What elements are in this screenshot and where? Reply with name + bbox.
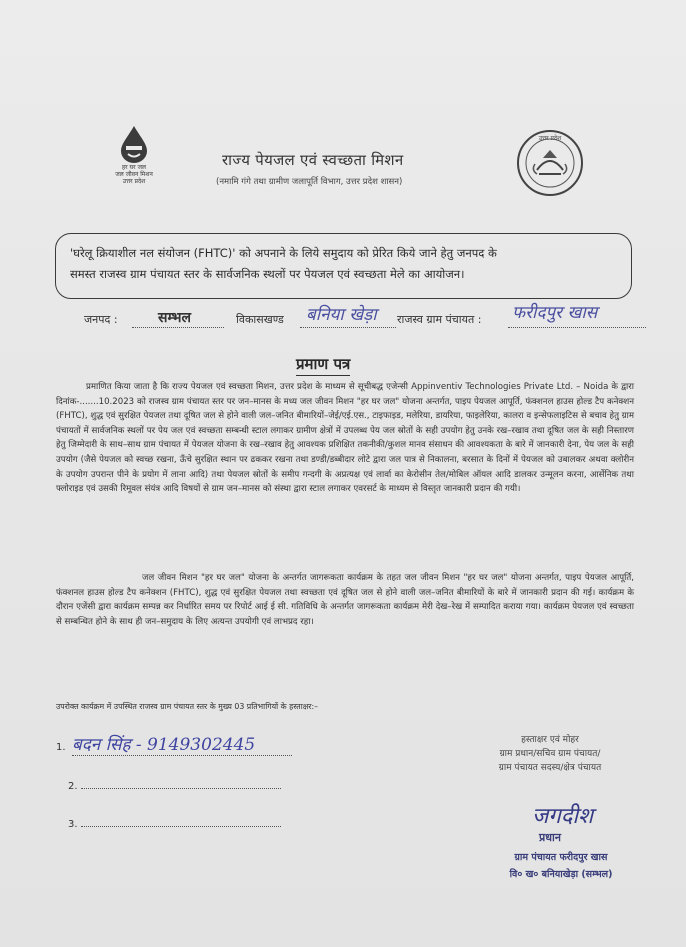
panchayat-underline [508, 327, 646, 328]
participant-1-line [72, 755, 292, 756]
banner-line-2: समस्त राजस्व ग्राम पंचायत स्तर के सार्वजनिक स्थलों पर पेयजल एवं स्वच्छता मेले का आयोजन। [70, 267, 465, 281]
participant-2-row [56, 781, 281, 792]
stamp-line-2: ग्राम पंचायत फरीदपुर खास [514, 852, 608, 863]
block-label: विकासखण्ड [236, 313, 284, 326]
authority-label-2: ग्राम प्रधान/सचिव ग्राम पंचायत/ [499, 749, 601, 759]
har-ghar-jal-logo [104, 124, 164, 204]
participant-1-signature: बदन सिंह - 9149302445 [72, 735, 256, 755]
district-value: सम्भल [158, 310, 191, 326]
authority-label-1: हस्ताक्षर एवं मोहर [521, 735, 579, 745]
block-underline [300, 327, 396, 328]
participant-2-number: 2. [68, 781, 78, 792]
participant-1-number: 1. [56, 742, 66, 753]
panchayat-label: राजस्व ग्राम पंचायत : [397, 313, 482, 326]
logo-text-2: जल जीवन मिशन [115, 171, 153, 178]
water-drop-icon [117, 124, 151, 164]
banner-line-1: 'घरेलू क्रियाशील नल संयोजन (FHTC)' को अपनाने के लिये समुदाय को प्रेरित किये जाने हेतु जनपद के [70, 246, 497, 260]
logo-text-3: उत्तर प्रदेश [122, 178, 146, 185]
stamp-line-3: वि० ख० बनियाखेड़ा (सम्भल) [509, 869, 613, 880]
certificate-paragraph-1: प्रमाणित किया जाता है कि राज्य पेयजल एवं स्वच्छता मिशन, उत्तर प्रदेश के माध्यम से सूचीबद्ध एजेन्सी Appinventiv Technologies Private Ltd. – Noida के द्वारा दिनांक-.......10.2023 को राजस्व ग्राम पंचायत स्तर पर जन–मानस के मध्य जल जीवन मिशन "हर घर जल" योजना अन्तर्गत, पाइप पेयजल आपूर्ति, फंक्शनल हाउस होल्ड टैप कनेक्शन (FHTC), शुद्ध एवं सुरक्षित पेयजल तथा दूषित जल से होने वाली जल–जनित बीमारियों–जेई/एई.एस., टाइफाइड, मलेरिया, डायरिया, फाइलेरिया, कालरा व इन्सेफलाइटिस से बचाव हेतु ग्राम पंचायतों में सार्वजनिक स्थलों पर पेय जल एवं स्वच्छता सम्बन्धी स्टाल लगाकर ग्रामीण क्षेत्रों में उपलब्ध पेय जल स्रोतों के सही उपयोग हेतु उनके रख–रखाव तथा दूषित जल के सही निस्तारण हेतु जिम्मेदारी के साथ–साथ ग्राम पंचायत में पेयजल योजना के रख–रखाव हेतु आवश्यक प्रशिक्षित तकनीकी/कुशल मानव संसाधन की आवश्यकता के बारे में जानकारी देना, पेय जल के सही उपयोग (जैसे पेयजल को स्वच्छ रखना, ऊँचे सुरक्षित स्थान पर ढककर रखना तथा डण्डी/डब्बीदार लोटे द्वारा जल पात्र से निकालना, बरसात के दिनों में पेयजल को उबालकर अथवा क्लोरीन के उपयोग उपरान्त पीने के प्रयोग में लाना आदि) तथा पेयजल स्रोतों के समीप गन्दगी के अप्रत्यक्ष एवं लार्वा का केरोसीन तेल/मोबिल ऑयल आदि डालकर उन्मूलन करना, आर्सेनिक तथा फ्लोराइड एवं उसकी रिमूवल संयंत्र आदि विषयों से ग्राम जन–मानस को संस्था द्वारा स्टाल लगाकर एवरसर्ट के माध्यम से विस्तृत जानकारी प्रदान की गयी। [56, 382, 634, 495]
block-value: बनिया खेड़ा [306, 305, 377, 325]
up-government-seal [515, 128, 585, 198]
participant-1-row [56, 742, 66, 753]
participant-3-line [81, 826, 281, 827]
participants-intro: उपरोक्त कार्यक्रम में उपस्थित राजस्व ग्राम पंचायत स्तर के मुख्य 03 प्रतिभागियों के हस्ताक्षर:– [56, 702, 319, 711]
pradhan-signature: जगदीश [532, 804, 594, 829]
logo-text-1: हर घर जल [122, 164, 146, 171]
event-banner [55, 233, 632, 299]
mission-title: राज्य पेयजल एवं स्वच्छता मिशन [222, 151, 404, 169]
stamp-line-1: प्रधान [539, 831, 561, 844]
district-label: जनपद : [84, 313, 118, 326]
mission-subtitle: (नमामि गंगे तथा ग्रामीण जलापूर्ति विभाग, उत्तर प्रदेश शासन) [216, 177, 403, 187]
panchayat-value: फरीदपुर खास [512, 303, 598, 323]
participant-3-number: 3. [68, 819, 78, 830]
authority-label-3: ग्राम पंचायत सदस्य/क्षेत्र पंचायत [498, 763, 602, 773]
certificate-title: प्रमाण पत्र [296, 354, 350, 376]
certificate-paragraph-2: जल जीवन मिशन "हर घर जल" योजना के अन्तर्गत जागरूकता कार्यक्रम के तहत जल जीवन मिशन "हर घर जल" योजना अन्तर्गत, पाइप पेयजल आपूर्ति, फंक्शनल हाउस होल्ड टैप कनेक्शन (FHTC), शुद्ध एवं सुरक्षित पेयजल तथा स्वच्छता एवं दूषित जल से होने वाली जल–जनित बीमारियों के बारे में जानकारी प्रदान की गई। कार्यक्रम के दौरान एजेंसी द्वारा कार्यक्रम सम्पन्न कर निर्धारित समय पर रिपोर्ट आई ई सी. गतिविधि के अन्तर्गत जागरूकता कार्यक्रम मेरी देख–रेख में सम्पादित कराया गया। कार्यक्रम पेयजल एवं स्वच्छता से सम्बन्धित होने के साथ ही जन–समुदाय के लिए अत्यन्त उपयोगी एवं लाभप्रद रहा। [56, 573, 634, 627]
participant-2-line [81, 788, 281, 789]
district-underline [132, 327, 224, 328]
seal-text: उत्तर प्रदेश [538, 135, 562, 142]
participant-3-row [56, 819, 281, 830]
